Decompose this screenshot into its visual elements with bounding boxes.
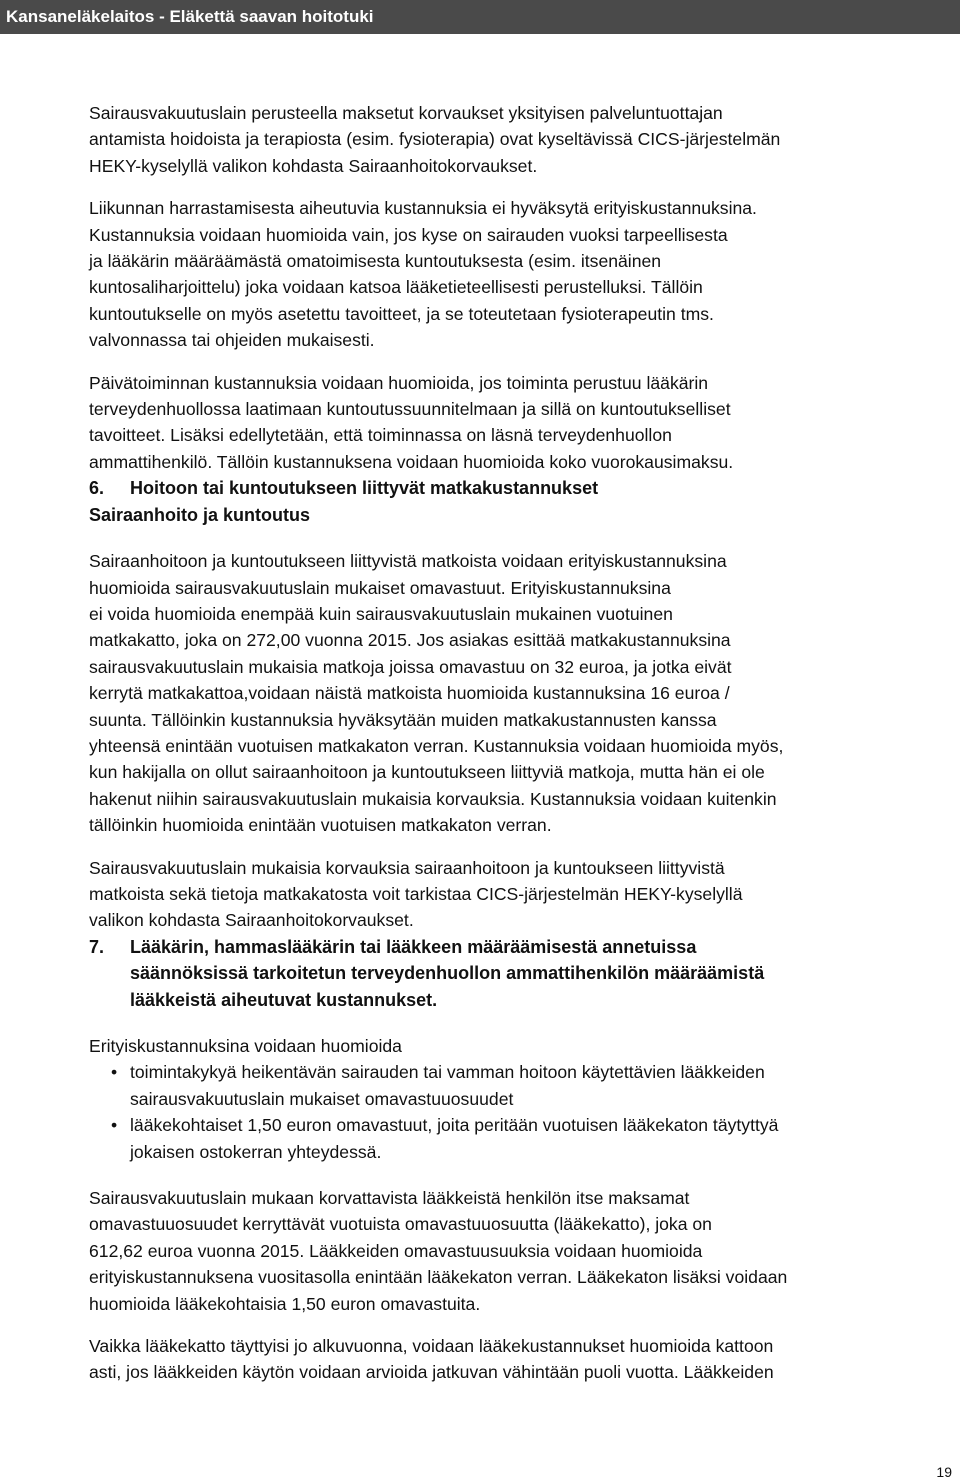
list-item-text: toimintakykyä heikentävän sairauden tai vamman hoitoon käytettävien lääkkeiden sairausvakuutuslain mukaiset omavastuuosuudet (130, 1062, 765, 1109)
paragraph-sv-korvaukset: Sairausvakuutuslain perusteella maksetut korvaukset yksityisen palveluntuottajan antamista hoidoista ja terapiosta (esim. fysioterapia) ovat kyseltävissä CICS-järjestelmän HEKY-kyselyllä valikon kohdasta Sairaanhoitokorvaukset. (89, 103, 781, 176)
document-body (89, 100, 957, 1386)
list-item (89, 1112, 957, 1165)
paragraph-paivatoiminta: Päivätoiminnan kustannuksia voidaan huomioida, jos toiminta perustuu lääkärin terveydenhuollossa laatimaan kuntoutussuunnitelmaan ja sillä on kuntoutukselliset tavoitteet. Lisäksi edellytetään, että toiminnassa on läsnä terveydenhuollon ammattihenkilö. Tällöin kustannuksena voidaan huomioida koko vuorokausimaksu. (89, 372, 734, 472)
paragraph-matkakustannukset: Sairaanhoitoon ja kuntoutukseen liittyvistä matkoista voidaan erityiskustannuksina huomioida sairausvakuutuslain mukaiset omavastuut. Erityiskustannuksina ei voida huomioida enempää kuin sairausvakuutuslain mukainen vuotuinen matkakatto, joka on 272,00 vuonna 2015. Jos asiakas esittää matkakustannuksina sairausvakuutuslain mukaisia matkoja joissa omavastuu on 32 euroa, ja jotka eivät kerrytä matkakattoa,voidaan näistä matkoista huomioida kustannuksina 16 euroa / suunta. Tällöinkin kustannuksia hyväksytään muiden matkakustannusten kanssa yhteensä enintään vuotuisen matkakaton verran. Kustannuksia voidaan huomioida myös, kun hakijalla on ollut sairaanhoitoon ja kuntoutukseen liittyviä matkoja, mutta hän ei ole hakenut niihin sairausvakuutuslain mukaisia korvauksia. Kustannuksia voidaan kuitenkin tällöinkin huomioida enintään vuotuisen matkakaton verran. (89, 551, 784, 836)
section-6-heading (89, 475, 957, 501)
list-item-text: lääkekohtaiset 1,50 euron omavastuut, joita peritään vuotuisen lääkekaton täytyttyä jokaisen ostokerran yhteydessä. (130, 1115, 779, 1162)
section-7-title: Lääkärin, hammaslääkärin tai lääkkeen määräämisestä annetuissa säännöksissä tarkoitetun terveydenhuollon ammattihenkilön määräämistä lääkkeistä aiheutuvat kustannukset. (130, 936, 765, 1010)
page-number: 19 (936, 1464, 952, 1480)
section-6-title: Hoitoon tai kuntoutukseen liittyvät matkakustannukset (130, 478, 599, 499)
document-header-title: Kansaneläkelaitos - Eläkettä saavan hoitotuki (6, 7, 374, 26)
section-7-number: 7. (89, 936, 105, 957)
document-header-banner (0, 0, 960, 34)
paragraph-laakekatto: Sairausvakuutuslain mukaan korvattavista lääkkeistä henkilön itse maksamat omavastuuosuudet kerryttävät vuotuista omavastuuosuutta (lääkekatto), joka on 612,62 euroa vuonna 2015. Lääkkeiden omavastuusuuksia voidaan huomioida erityiskustannuksena vuositasolla enintään lääkekaton verran. Lääkekaton lisäksi voidaan huomioida lääkekohtaisia 1,50 euron omavastuita. (89, 1188, 788, 1314)
paragraph-matkakatto-tarkistus: Sairausvakuutuslain mukaisia korvauksia sairaanhoitoon ja kuntoukseen liittyvistä matkoista sekä tietoja matkakatosta voit tarkistaa CICS-järjestelmän HEKY-kyselyllä valikon kohdasta Sairaanhoitokorvaukset. (89, 857, 743, 931)
bullet-marker: • (111, 1062, 118, 1083)
bullet-marker: • (111, 1115, 118, 1136)
section-6-number: 6. (89, 478, 105, 499)
paragraph-erityiskustannukset-intro: Erityiskustannuksina voidaan huomioida (89, 1036, 402, 1056)
list-item (89, 1059, 957, 1112)
paragraph-laakekustannukset-kattoon: Vaikka lääkekatto täyttyisi jo alkuvuonna, voidaan lääkekustannukset huomioida kattoon asti, jos lääkkeiden käytön voidaan arvioida jatkuvan vähintään puoli vuotta. Lääkkeiden (89, 1336, 774, 1383)
paragraph-liikunta: Liikunnan harrastamisesta aiheutuvia kustannuksia ei hyväksytä erityiskustannuksina. Kustannuksia voidaan huomioida vain, jos kyse on sairauden vuoksi tarpeellisesta ja lääkärin määräämästä omatoimisesta kuntoutuksesta (esim. itsenäinen kuntosaliharjoittelu) joka voidaan katsoa lääketieteellisesti perustelluksi. Tällöin kuntoutukselle on myös asetettu tavoitteet, ja se toteutetaan fysioterapeutin tms. valvonnassa tai ohjeiden mukaisesti. (89, 198, 757, 351)
subheading-sairaanhoito-kuntoutus: Sairaanhoito ja kuntoutus (89, 504, 311, 525)
section-7-heading (89, 934, 957, 1013)
bullet-list-laakekustannukset (89, 1059, 957, 1165)
